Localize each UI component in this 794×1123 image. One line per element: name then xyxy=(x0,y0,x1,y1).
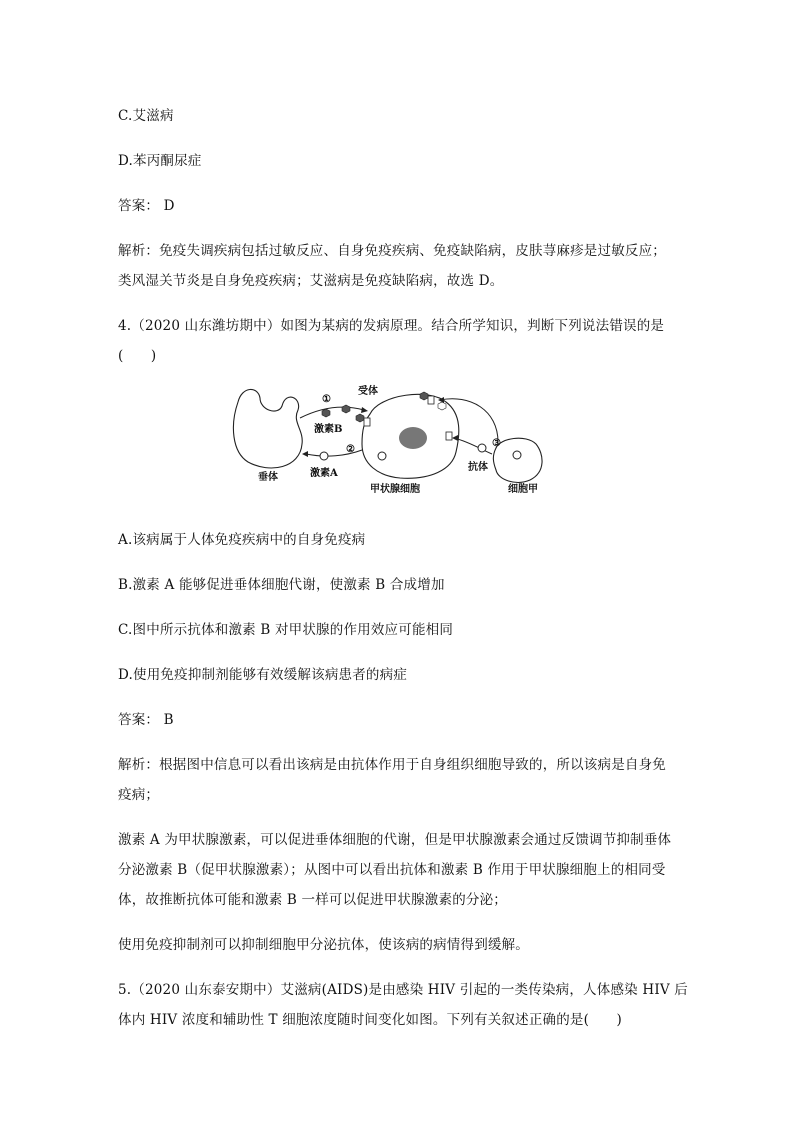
label-hormone-b: 激素B xyxy=(314,424,343,435)
option-b: B.激素 A 能够促进垂体细胞代谢，使激素 B 合成增加 xyxy=(118,577,445,593)
analysis2-line-3: 激素 A 为甲状腺激素，可以促进垂体细胞的代谢，但是甲状腺激素会通过反馈调节抑制垂体 xyxy=(118,832,672,848)
question-4-line-2: ( ) xyxy=(118,348,157,364)
line-c-option: C.艾滋病 xyxy=(118,108,174,124)
label-cell-jia: 细胞甲 xyxy=(508,484,538,495)
label-hormone-a: 激素A xyxy=(310,468,338,479)
answer-line-2: 答案： B xyxy=(118,712,174,728)
label-step-2: ② xyxy=(346,444,355,455)
question-5-line-2: 体内 HIV 浓度和辅助性 T 细胞浓度随时间变化如图。下列有关叙述正确的是( ) xyxy=(118,1012,622,1028)
label-receptor: 受体 xyxy=(358,386,378,397)
analysis2-line-2: 疫病； xyxy=(118,787,160,803)
line-d-option: D.苯丙酮尿症 xyxy=(118,153,202,169)
analysis2-line-6: 使用免疫抑制剂可以抑制细胞甲分泌抗体，使该病的病情得到缓解。 xyxy=(118,937,529,953)
analysis-line-1: 解析：免疫失调疾病包括过敏反应、自身免疫疾病、免疫缺陷病，皮肤荨麻疹是过敏反应； xyxy=(118,243,666,259)
question-5-line-1: 5.（2020 山东泰安期中）艾滋病(AIDS)是由感染 HIV 引起的一类传染病，人体感染 HIV 后 xyxy=(118,982,688,998)
label-pituitary: 垂体 xyxy=(258,472,278,483)
label-step-3: ③ xyxy=(492,438,501,449)
analysis-line-2: 类风湿关节炎是自身免疫疾病；艾滋病是免疫缺陷病，故选 D。 xyxy=(118,273,504,289)
analysis2-line-4: 分泌激素 B（促甲状腺激素）；从图中可以看出抗体和激素 B 作用于甲状腺细胞上的相同受 xyxy=(118,862,666,878)
option-a: A.该病属于人体免疫疾病中的自身免疫病 xyxy=(118,532,366,548)
disease-mechanism-diagram xyxy=(230,380,560,495)
analysis2-line-5: 体，故推断抗体可能和激素 B 一样可以促进甲状腺激素的分泌； xyxy=(118,892,508,908)
label-antibody: 抗体 xyxy=(468,462,488,473)
analysis2-line-1: 解析：根据图中信息可以看出该病是由抗体作用于自身组织细胞导致的，所以该病是自身免 xyxy=(118,757,666,773)
option-c: C.图中所示抗体和激素 B 对甲状腺的作用效应可能相同 xyxy=(118,622,454,638)
label-thyroid-cell: 甲状腺细胞 xyxy=(370,484,420,495)
question-4-line-1: 4.（2020 山东潍坊期中）如图为某病的发病原理。结合所学知识，判断下列说法错误的是 xyxy=(118,318,665,334)
answer-line: 答案： D xyxy=(118,198,175,214)
option-d: D.使用免疫抑制剂能够有效缓解该病患者的病症 xyxy=(118,667,408,683)
label-step-1: ① xyxy=(322,394,331,405)
